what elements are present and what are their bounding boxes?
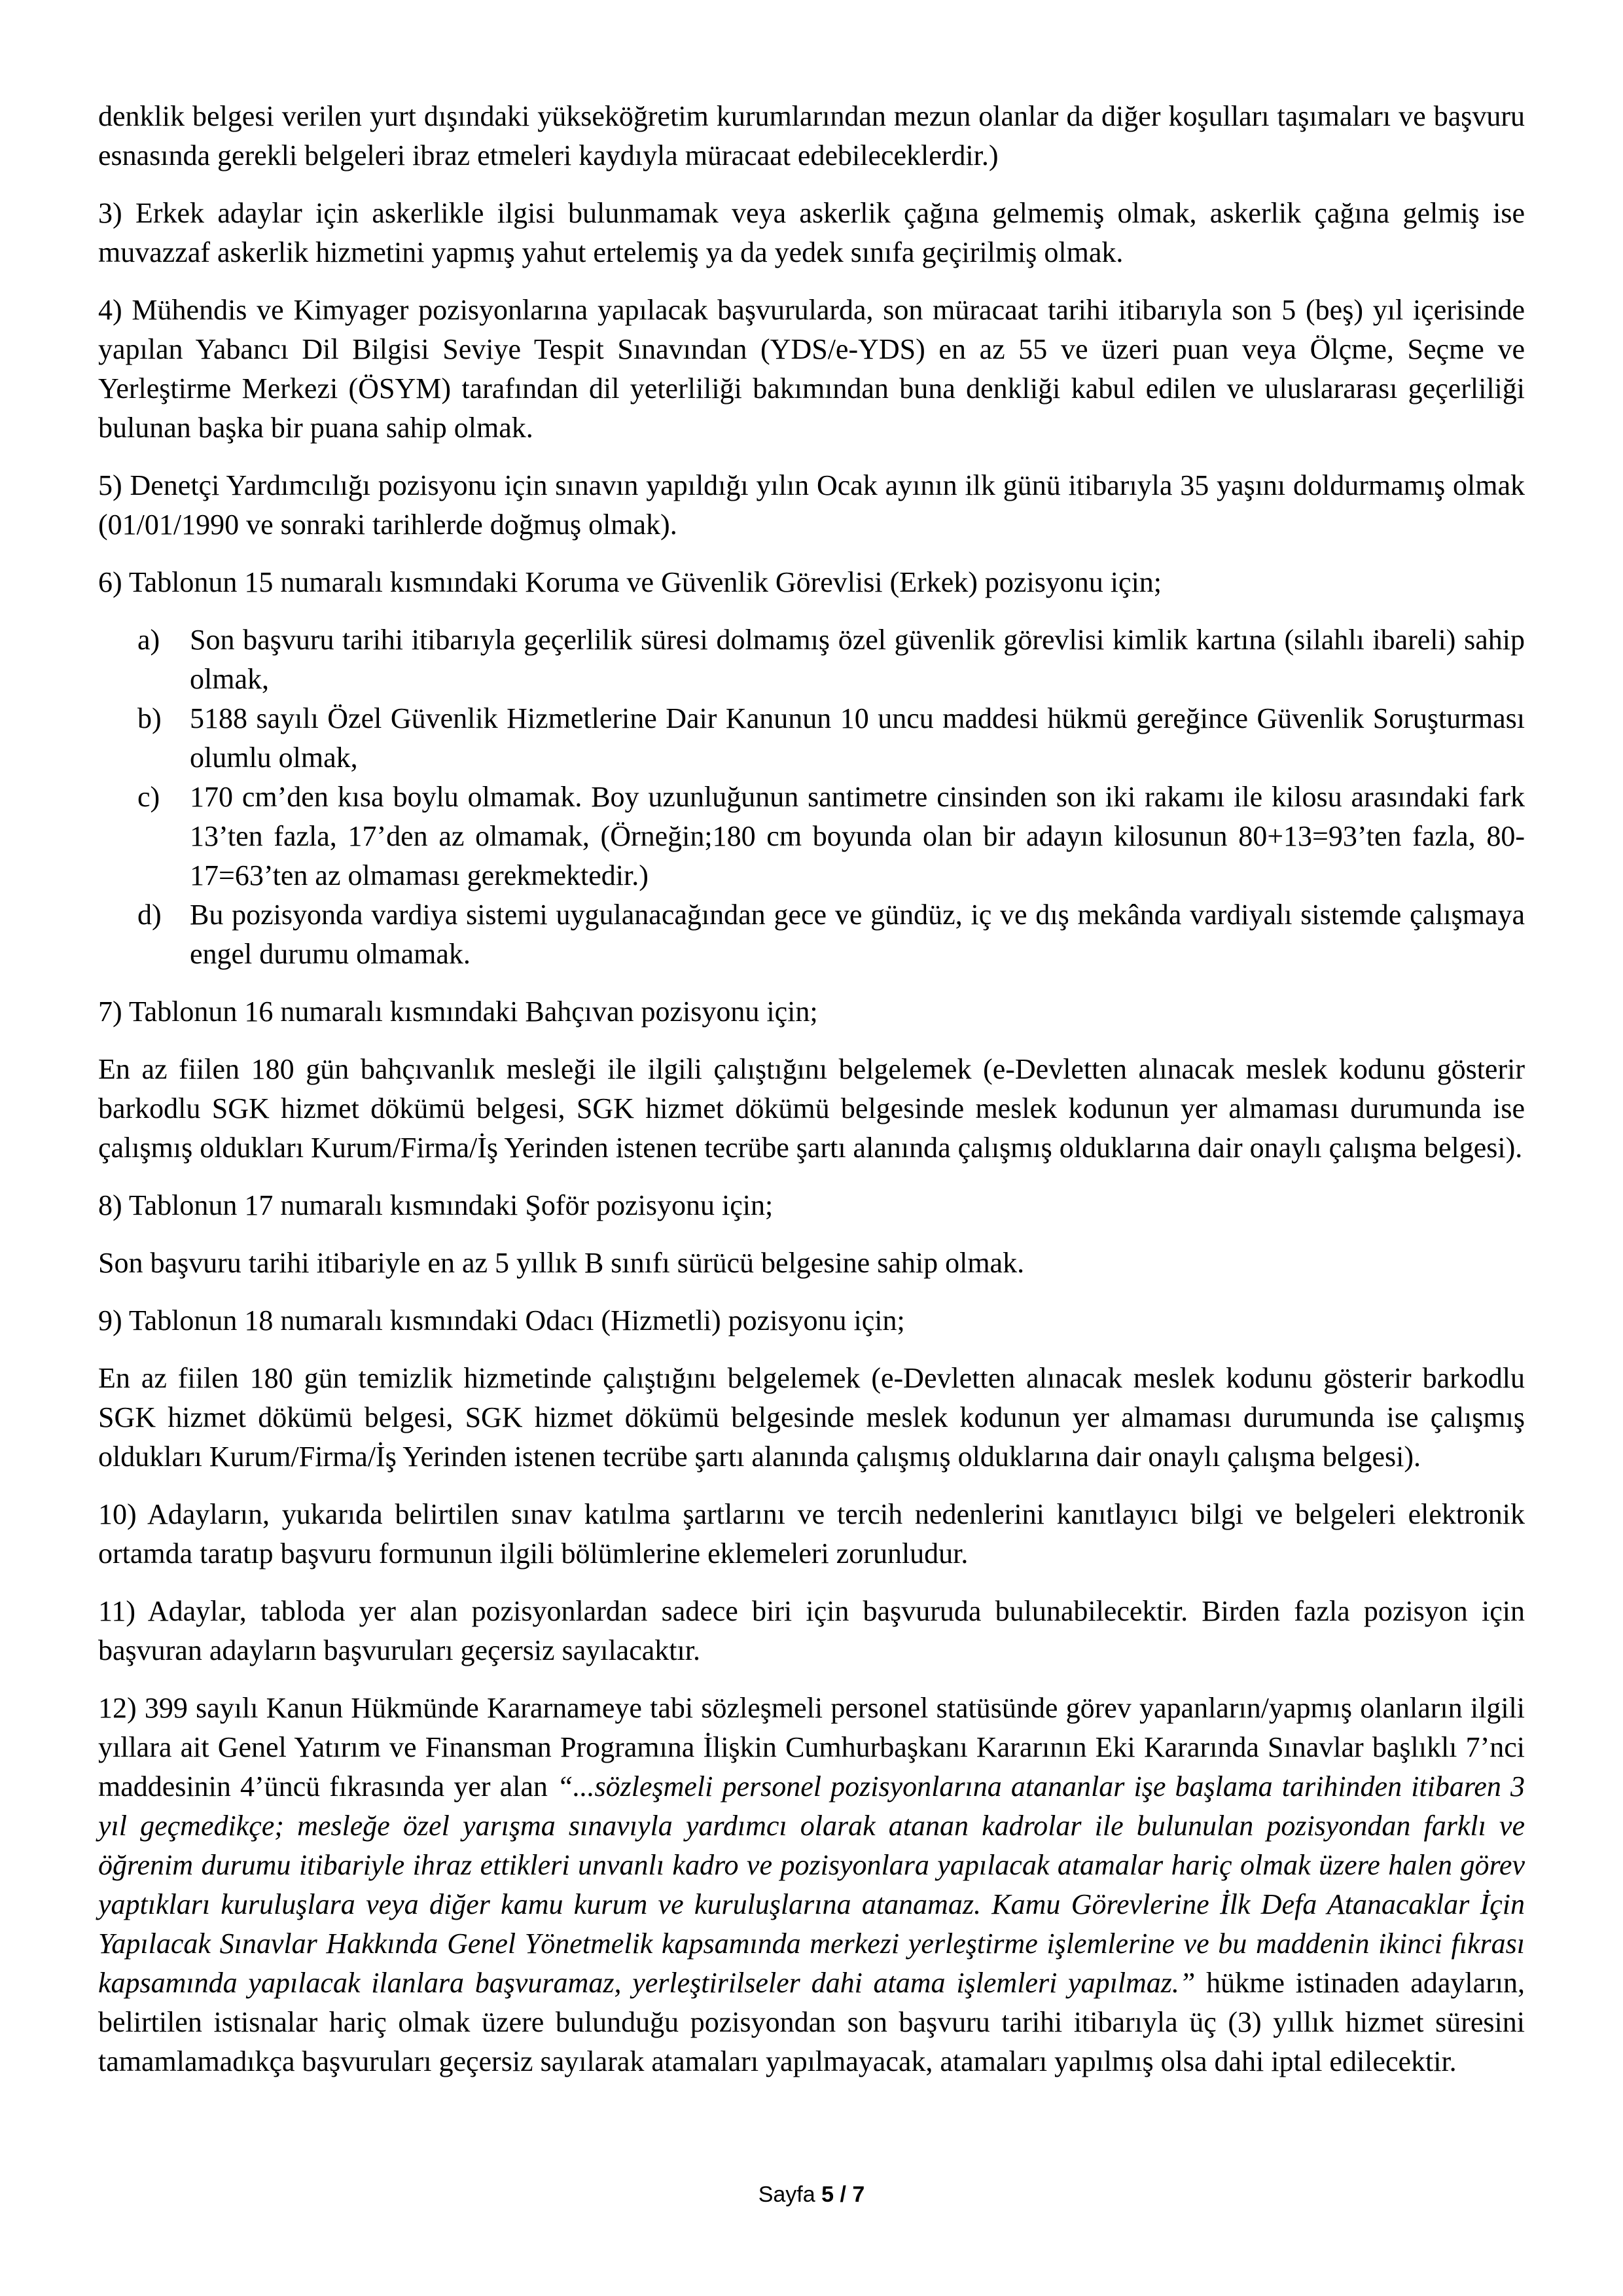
paragraph-item-6: 6) Tablonun 15 numaralı kısmındaki Koruma ve Güvenlik Görevlisi (Erkek) pozisyonu için; — [98, 566, 1162, 598]
paragraph-item-8: 8) Tablonun 17 numaralı kısmındaki Şoför pozisyonu için; — [98, 1189, 774, 1221]
sublist-text-d: Bu pozisyonda vardiya sistemi uygulanacağından gece ve gündüz, iç ve dış mekânda vardiyalı sistemde çalışmaya engel durumu olmamak. — [190, 899, 1525, 970]
footer-separator: / — [840, 2182, 846, 2207]
sublist-marker-a: a) — [137, 624, 160, 656]
sublist-item-6 — [98, 620, 1525, 974]
paragraph-item-7-body: En az fiilen 180 gün bahçıvanlık mesleği ile ilgili çalıştığını belgelemek (e-Devletten alınacak meslek kodunu gösterir barkodlu SGK hizmet dökümü belgesi, SGK hizmet dökümü belgesinde meslek kodunun yer almaması durumunda ise çalışmış oldukları Kurum/Firma/İş Yerinden istenen tecrübe şartı alanında çalışmış olduklarına dair onaylı çalışma belgesi). — [98, 1053, 1525, 1164]
paragraph-item-4: 4) Mühendis ve Kimyager pozisyonlarına yapılacak başvurularda, son müracaat tarihi itibarıyla son 5 (beş) yıl içerisinde yapılan Yabancı Dil Bilgisi Seviye Tespit Sınavından (YDS/e-YDS) en az 55 ve üzeri puan veya Ölçme, Seçme ve Yerleştirme Merkezi (ÖSYM) tarafından dil yeterliliği bakımından buna denkliği kabul edilen ve uluslararası geçerliliği bulunan başka bir puana sahip olmak. — [98, 294, 1525, 444]
paragraph-item-5: 5) Denetçi Yardımcılığı pozisyonu için sınavın yapıldığı yılın Ocak ayının ilk günü itibarıyla 35 yaşını doldurmamış olmak (01/01/1990 ve sonraki tarihlerde doğmuş olmak). — [98, 469, 1525, 541]
footer-label: Sayfa — [758, 2182, 815, 2207]
paragraph-12-quote: “...sözleşmeli personel pozisyonlarına atananlar işe başlama tarihinden itibaren 3 yıl geçmedikçe; mesleğe özel yarışma sınavıyla yardımcı olarak atanan kadrolar ile bulunulan pozisyondan farklı ve öğrenim durumu itibariyle ihraz ettikleri unvanlı kadro ve pozisyonlara yapılacak atamalar hariç olmak üzere halen görev yaptıkları kuruluşlara veya diğer kamu kurum ve kuruluşlarına atanamaz. Kamu Görevlerine İlk Defa Atanacaklar İçin Yapılacak Sınavlar Hakkında Genel Yönetmelik kapsamında merkezi yerleştirme işlemlerine ve bu maddenin ikinci fıkrası kapsamında yapılacak ilanlara başvuramaz, yerleştirilseler dahi atama işlemleri yapılmaz.” — [98, 1770, 1525, 1999]
paragraph-12-tail: hükme istinaden adayların, belirtilen istisnalar hariç olmak üzere bulunduğu pozisyondan son başvuru tarihi itibarıyla üç (3) yıllık hizmet süresini tamamlamadıkça başvuruları geçersiz sayılarak atamaları yapılmayacak, atamaları yapılmış olsa dahi iptal edilecektir. — [98, 1967, 1525, 2077]
paragraph-item-9-body: En az fiilen 180 gün temizlik hizmetinde çalıştığını belgelemek (e-Devletten alınacak meslek kodunu gösterir barkodlu SGK hizmet dökümü belgesi, SGK hizmet dökümü belgesinde meslek kodunun yer almaması durumunda ise çalışmış oldukları Kurum/Firma/İş Yerinden istenen tecrübe şartı alanında çalışmış olduklarına dair onaylı çalışma belgesi). — [98, 1362, 1525, 1473]
sublist-text-c: 170 cm’den kısa boylu olmamak. Boy uzunluğunun santimetre cinsinden son iki rakamı ile kilosu arasındaki fark 13’ten fazla, 17’den az olmamak, (Örneğin;180 cm boyunda olan bir adayın kilosunun 80+13=93’ten fazla, 80-17=63’ten az olmaması gerekmektedir.) — [190, 781, 1525, 891]
paragraph-item-11: 11) Adaylar, tabloda yer alan pozisyonlardan sadece biri için başvuruda bulunabilecektir. Birden fazla pozisyon için başvuran adayların başvuruları geçersiz sayılacaktır. — [98, 1595, 1525, 1666]
paragraph-item-9: 9) Tablonun 18 numaralı kısmındaki Odacı (Hizmetli) pozisyonu için; — [98, 1304, 905, 1336]
sublist-item-d — [98, 895, 1525, 974]
paragraph-item-8-body: Son başvuru tarihi itibariyle en az 5 yıllık B sınıfı sürücü belgesine sahip olmak. — [98, 1247, 1025, 1279]
paragraph-12-lead: 12) 399 sayılı Kanun Hükmünde Kararnameye tabi sözleşmeli personel statüsünde görev yapanların/yapmış olanların ilgili yıllara ait Genel Yatırım ve Finansman Programına İlişkin Cumhurbaşkanı Kararının Eki Kararında Sınavlar başlıklı 7’nci maddesinin 4’üncü fıkrasında yer alan — [98, 1692, 1525, 1803]
sublist-text-b: 5188 sayılı Özel Güvenlik Hizmetlerine Dair Kanunun 10 uncu maddesi hükmü gereğince Güvenlik Soruşturması olumlu olmak, — [190, 702, 1525, 774]
footer-total-pages: 7 — [852, 2182, 865, 2207]
sublist-item-b — [98, 699, 1525, 778]
page-content — [98, 97, 1525, 2081]
page-footer — [0, 2181, 1623, 2208]
sublist-marker-b: b) — [137, 702, 162, 734]
paragraph-item-10: 10) Adayların, yukarıda belirtilen sınav katılma şartlarını ve tercih nedenlerini kanıtlayıcı bilgi ve belgeleri elektronik ortamda taratıp başvuru formunun ilgili bölümlerine eklemeleri zorunludur. — [98, 1498, 1525, 1570]
sublist-item-a — [98, 620, 1525, 699]
paragraph-continuation: denklik belgesi verilen yurt dışındaki yükseköğretim kurumlarından mezun olanlar da diğer koşulları taşımaları ve başvuru esnasında gerekli belgeleri ibraz etmeleri kaydıyla müracaat edebileceklerdir.) — [98, 100, 1525, 171]
sublist-text-a: Son başvuru tarihi itibarıyla geçerlilik süresi dolmamış özel güvenlik görevlisi kimlik kartına (silahlı ibareli) sahip olmak, — [190, 624, 1525, 695]
sublist-marker-c: c) — [137, 781, 160, 813]
paragraph-item-12 — [98, 1689, 1525, 2081]
sublist-marker-d: d) — [137, 899, 162, 931]
sublist-item-c — [98, 778, 1525, 895]
paragraph-item-7: 7) Tablonun 16 numaralı kısmındaki Bahçıvan pozisyonu için; — [98, 996, 818, 1028]
footer-current-page: 5 — [821, 2182, 834, 2207]
paragraph-item-3: 3) Erkek adaylar için askerlikle ilgisi bulunmamak veya askerlik çağına gelmemiş olmak, askerlik çağına gelmiş ise muvazzaf askerlik hizmetini yapmış yahut ertelemiş ya da yedek sınıfa geçirilmiş olmak. — [98, 197, 1525, 268]
